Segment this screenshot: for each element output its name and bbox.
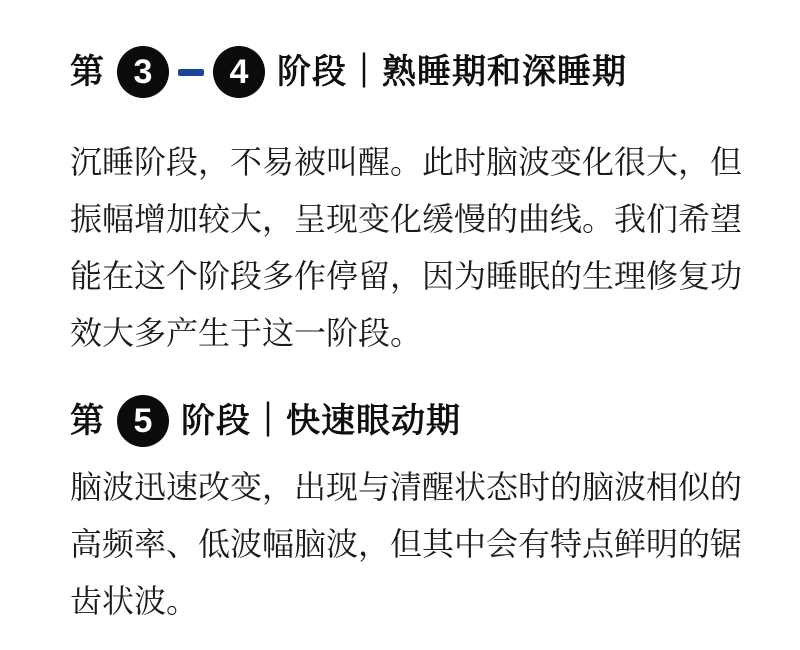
sleep-stage-3-4-section <box>70 46 800 362</box>
stage-3-4-heading <box>70 46 800 98</box>
heading-prefix: 第 <box>70 402 105 440</box>
stage-number-badge-5: 5 <box>117 395 169 447</box>
heading-title: 阶段｜熟睡期和深睡期 <box>277 53 627 91</box>
stage-5-heading <box>70 395 800 447</box>
stage-5-description: 脑波迅速改变，出现与清醒状态时的脑波相似的高频率、低波幅脑波，但其中会有特点鲜明的锯齿状波。 <box>70 469 743 619</box>
heading-title: 阶段｜快速眼动期 <box>181 402 461 440</box>
range-dash-icon <box>178 69 204 76</box>
sleep-stage-5-section <box>70 395 800 630</box>
stage-number-badge-4: 4 <box>213 46 265 98</box>
stage-3-4-description: 沉睡阶段，不易被叫醒。此时脑波变化很大，但振幅增加较大，呈现变化缓慢的曲线。我们希望能在这个阶段多作停留，因为睡眠的生理修复功效大多产生于这一阶段。 <box>70 144 743 351</box>
heading-prefix: 第 <box>70 53 105 91</box>
stage-number-badge-3: 3 <box>117 46 169 98</box>
